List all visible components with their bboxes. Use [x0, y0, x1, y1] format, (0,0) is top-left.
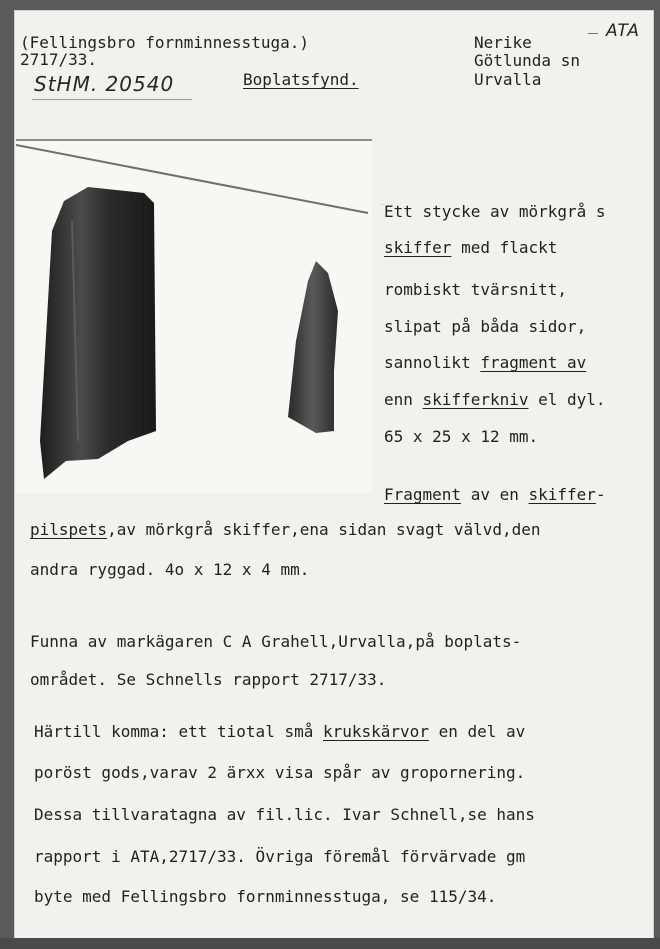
- museum-number-underline: [32, 99, 192, 100]
- item1-line2: skiffer med flackt: [384, 238, 558, 257]
- finder-line2: området. Se Schnells rapport 2717/33.: [30, 670, 387, 689]
- extra-line4: rapport i ATA,2717/33. Övriga föremål förvärvade gm: [34, 847, 526, 866]
- artifact-photo: [16, 139, 372, 493]
- item2-line3: andra ryggad. 4o x 12 x 4 mm.: [30, 560, 310, 579]
- slate-point-right: [288, 261, 338, 433]
- extra-line5: byte med Fellingsbro fornminnesstuga, se 115/34.: [34, 887, 497, 906]
- slate-fragment-left: [40, 187, 156, 479]
- item1-line4: slipat på båda sidor,: [384, 317, 587, 336]
- item1-line5: sannolikt fragment av: [384, 353, 587, 372]
- item1-line3: rombiskt tvärsnitt,: [384, 280, 568, 299]
- backdrop: [0, 938, 660, 949]
- item1-line1: Ett stycke av mörkgrå s: [384, 202, 606, 221]
- museum-number: StHM. 20540: [34, 72, 175, 96]
- extra-line3: Dessa tillvaratagna av fil.lic. Ivar Schnell,se hans: [34, 805, 535, 824]
- finder-line1: Funna av markägaren C A Grahell,Urvalla,på boplats-: [30, 632, 522, 651]
- artifact-photo-svg: [16, 141, 372, 493]
- stamp-dash: [588, 33, 598, 34]
- extra-line1: Härtill komma: ett tiotal små krukskärvor en del av: [34, 722, 526, 741]
- place-label: Urvalla: [474, 70, 542, 89]
- item2-line2: pilspets,av mörkgrå skiffer,ena sidan svagt välvd,den: [30, 520, 541, 539]
- province-label: Nerike: [474, 33, 532, 52]
- category-label: Boplatsfynd.: [243, 70, 359, 89]
- extra-line2: poröst gods,varav 2 ärxx visa spår av gropornering.: [34, 763, 526, 782]
- parish-label: Götlunda sn: [474, 51, 580, 70]
- item1-line6: enn skifferkniv el dyl.: [384, 390, 606, 409]
- reference-number: 2717/33.: [20, 50, 98, 69]
- archive-stamp: ATA: [606, 21, 640, 41]
- item2-line1: Fragment av en skiffer-: [384, 485, 606, 504]
- source-label: (Fellingsbro fornminnesstuga.): [20, 33, 309, 52]
- item1-line7: 65 x 25 x 12 mm.: [384, 427, 539, 446]
